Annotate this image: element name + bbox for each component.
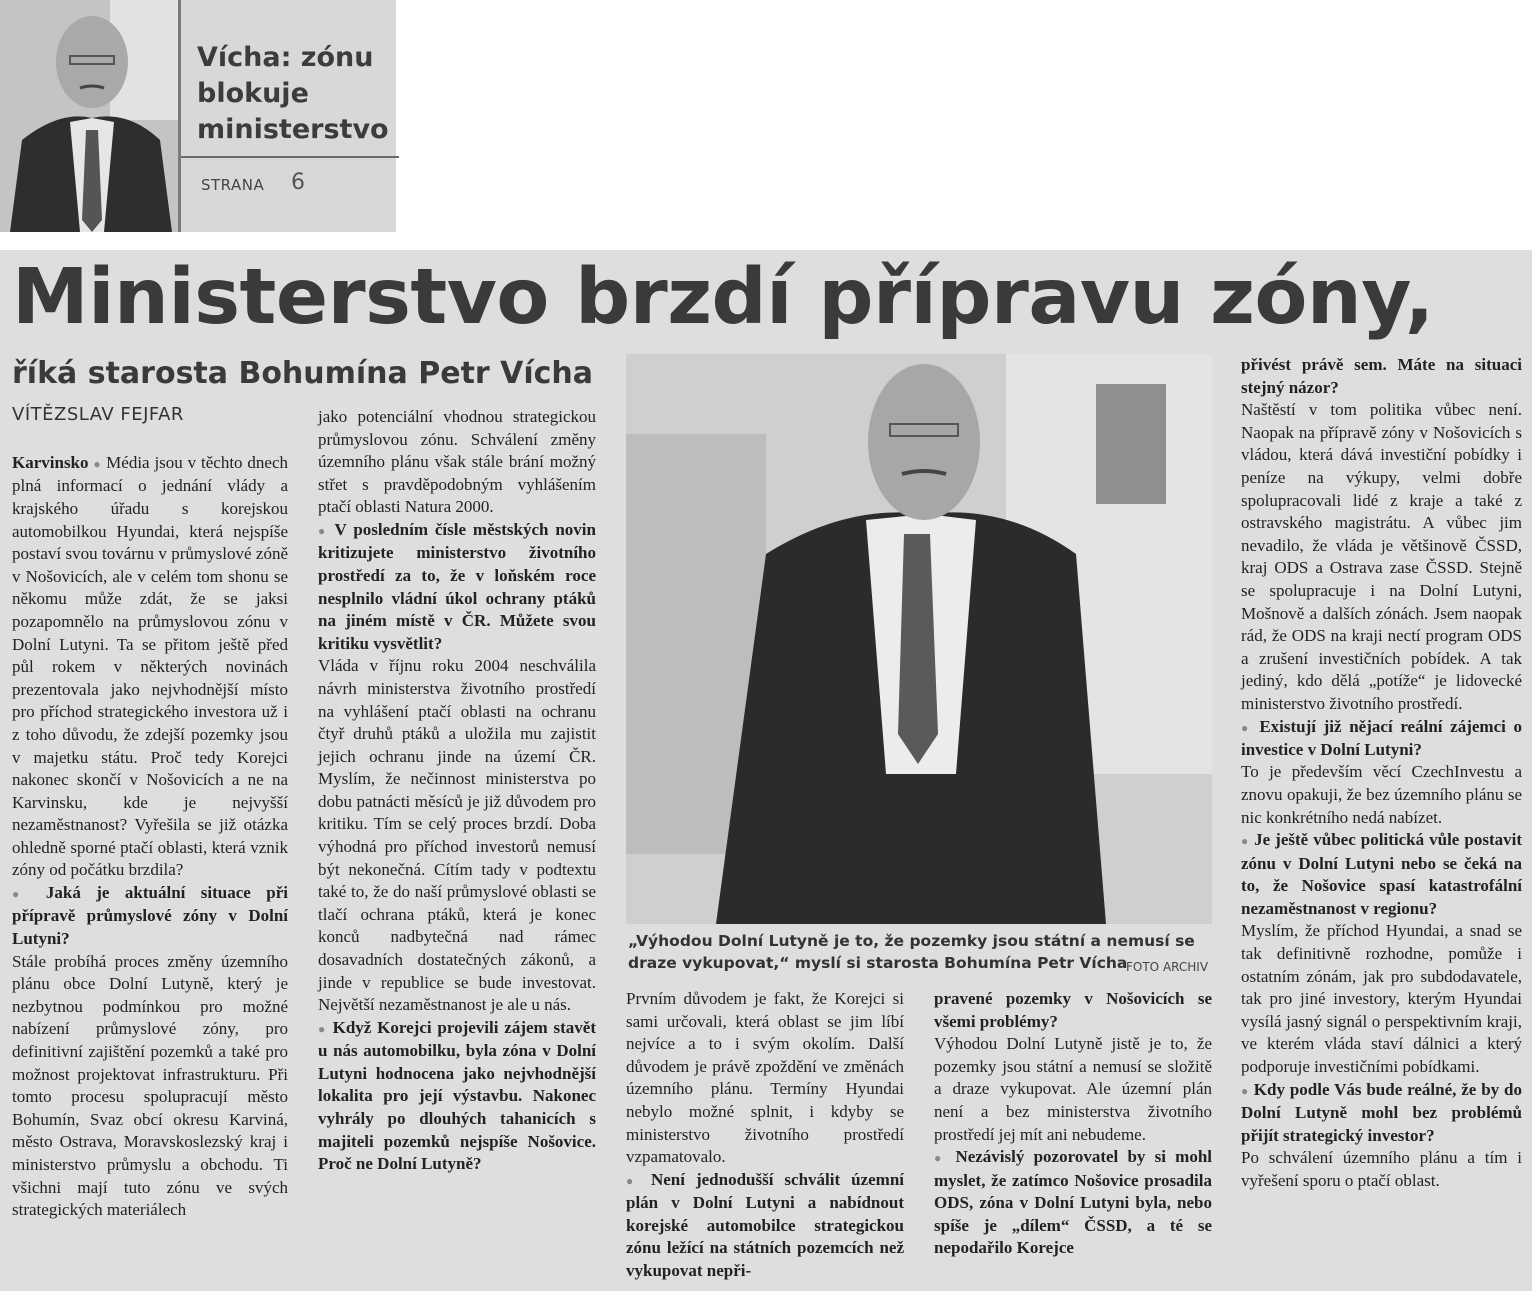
question-3-text: Když Korejci projevili zájem stavět u nás automobilku, byla zóna v Dolní Lutyni hodnocena jako nejvhodnější lokalita pro její výstavbu. Nakonec vyhrály po dlouhých tahanicích s majiteli pozemků nejspíše Nošovice. Proč ne Dolní Lutyně? (318, 1017, 596, 1174)
teaser-box (0, 0, 396, 232)
question-8-text: Kdy podle Vás bude reálné, že by do Dolní Lutyně mohl bez problémů přijít strategický investor? (1241, 1079, 1523, 1145)
column-4 (934, 988, 1212, 1260)
answer-3: Prvním důvodem je fakt, že Korejci si sami určovali, která oblast se jim líbí nejvíce a to i svým okolím. Další důvodem je právě zpoždění ve změnách územního plánu. Termíny Hyundai nebylo možné splnit, i kdyby se ministerstvo životního prostředí vzpamatovalo. (626, 989, 904, 1167)
photo-caption: „Výhodou Dolní Lutyně je to, že pozemky jsou státní a nemusí se draze vykupovat,“ myslí si starosta Bohumína Petr Vícha (628, 932, 1195, 972)
answer-1: Stále probíhá proces změny územního plánu obce Dolní Lutyně, který je nezbytnou podmínkou pro možné nabízení průmyslové zóny, pro definitivní zajištění pozemků a také pro možnost projektovat infrastrukturu. Při tomto procesu spolupracují město Bohumín, Svaz obcí okresu Karviná, město Ostrava, Moravskoslezský kraj i ministerstvo průmyslu a obchodu. Ti všichni mají tuto zónu ve svých strategických materiálech (12, 951, 288, 1220)
answer-7: Myslím, že příchod Hyundai, a snad se tak definitivně rozhodne, pomůže i ostatním zónám, jak pro subdodavatele, tak pro jiné investory, kterým Hyundai vysílá jasný signál o perspektivním kraji, ve kterém vláda staví dálnici a který podporuje investičními pobídkami. (1241, 921, 1522, 1076)
column-1 (12, 452, 288, 1222)
question-7-text: Je ještě vůbec politická vůle postavit zónu v Dolní Lutyni nebo se čeká na to, že Nošovice spasí katastrofální nezaměstnanost v regionu? (1241, 830, 1523, 918)
bullet-icon: ● (1241, 720, 1252, 735)
teaser-page-label: STRANA (201, 176, 265, 194)
bullet-icon: ● (12, 886, 31, 901)
column-3 (626, 988, 904, 1283)
lead-paragraph (12, 452, 288, 882)
bullet-icon: ● (1241, 834, 1250, 849)
question-6-text: Existují již nějací reální zájemci o investice v Dolní Lutyni? (1241, 716, 1522, 759)
bullet-icon: ● (1241, 1083, 1249, 1098)
column-2-text: jako potenciální vhodnou strategickou průmyslovou zónu. Schválení změny územního plánu však stále brání možný střet s pravděpodobným vyhlášením ptačí oblasti Natura 2000. (318, 407, 596, 517)
answer-6: To je především věcí CzechInvestu a znovu opakuji, že bez územního plánu se nic konkrétního nedá nabízet. (1241, 762, 1522, 827)
question-7 (1241, 829, 1522, 920)
teaser-title[interactable]: Vícha: zónu blokuje ministerstvo (197, 42, 389, 145)
answer-5: Naštěstí v tom politika vůbec není. Naopak na přípravě zóny v Nošovicích s vládou, která dává investiční pobídky i peníze na výkupy, velmi dobře spolupracovali lidé z kraje a také z ostravského magistrátu. A vůbec jim nevadilo, že vláda je většinově ČSSD, kraj ODS a Ostrava zase ČSSD. Stejně se spolupracuje i na Dolní Lutyni, Mošnově a dalších zónách. Jsem naopak rád, že ODS na kraji nectí program ODS a zrušení investičních pobídek. A tak jediný, kdo dělá „potíže“ je lidovecké ministerstvo životního prostředí. (1241, 400, 1522, 713)
answer-2: Vláda v říjnu roku 2004 neschválila návrh ministerstva životního prostředí na vyhlášení ptačí oblasti na ochranu čtyř druhů ptáků a uložila mu zajistit jejich ochranu jinde na území ČR. Myslím, že nečinnost ministerstva po dobu patnácti měsíců je již důvodem pro kritiku. Tím se celý proces brzdí. Doba výhodná pro příchod investorů nemusí být nekonečná. Cítím tady v podtextu také to, že do naší průmyslové oblasti se tlačí ochrana ptáků, která je konec konců nadbytečná nad rámec dosavadních dostatečných zákonů, a jinde v republice se bude investovat. Největší nezaměstnanost je ale u nás. (318, 656, 596, 1015)
subheadline: říká starosta Bohumína Petr Vícha (12, 356, 594, 391)
question-5-text: Nezávislý pozorovatel by si mohl myslet, že zatímco Nošovice prosadila ODS, zóna v Dolní Lutyni byla, nebo spíše je „dílem“ ČSSD, a té se nepodařilo Korejce (934, 1147, 1213, 1258)
question-4 (626, 1169, 904, 1283)
teaser-text-panel (178, 0, 396, 232)
photo-credit: FOTO ARCHIV (1126, 960, 1209, 974)
answer-8: Po schválení územního plánu a tím i vyřešení sporu o ptačí oblast. (1241, 1148, 1522, 1190)
question-3 (318, 1017, 596, 1176)
byline: VÍTĚZSLAV FEJFAR (12, 404, 184, 425)
article (0, 250, 1532, 1291)
column-5 (1241, 354, 1522, 1192)
bullet-icon: ● (626, 1173, 640, 1188)
bullet-icon: ● (93, 456, 102, 471)
lead-text: Média jsou v těchto dnech plná informací o jednání vlády a krajského úřadu s korejskou automobilkou Hyundai, která nejspíše postaví svou továrnu v průmyslové zóně v Nošovicích, ale v celém tom shonu se někomu může zdát, že se jaksi pozapomnělo na průmyslovou zónu v Dolní Lutyni. Ta se přitom ještě před půl rokem v některých novinách prezentovala jako nejvhodnější místo pro příchod strategického investora už i z toho důvodu, že zdejší pozemky jsou v majetku státu. Proč tedy Korejci nakonec skončí v Nošovicích a ne na Karvinsku, kde je nejvyšší nezaměstnanost? Vyřešila se již otázka ohledně sporné ptačí oblasti, která vznik zóny od počátku brzdila? (12, 453, 289, 880)
bullet-icon: ● (934, 1150, 947, 1165)
question-2-text: V posledním čísle městských novin kritizujete ministerstvo životního prostředí za to, že v loňském roce nesplnilo vládní úkol ochrany ptáků na jiném místě v ČR. Můžete svou kritiku vysvětlit? (318, 519, 596, 653)
bullet-icon: ● (318, 1021, 327, 1036)
portrait-illustration (626, 354, 1212, 924)
question-6 (1241, 716, 1522, 762)
question-1-text: Jaká je aktuální situace při přípravě průmyslové zóny v Dolní Lutyni? (12, 883, 289, 949)
question-1 (12, 882, 288, 951)
article-photo (626, 354, 1212, 924)
bullet-icon: ● (318, 523, 328, 538)
question-5-continued: přivést právě sem. Máte na situaci stejný názor? (1241, 355, 1522, 397)
teaser-portrait-photo (0, 0, 178, 232)
column-2 (318, 406, 596, 1176)
question-4-text: Není jednodušší schválit územní plán v Dolní Lutyni a nabídnout korejské automobilce strategickou zónu ležící na státních pozemcích než vykupovat nepři- (626, 1169, 904, 1280)
question-4-continued: pravené pozemky v Nošovicích se všemi problémy? (934, 989, 1212, 1031)
teaser-page-number[interactable]: 6 (291, 170, 305, 195)
headline: Ministerstvo brzdí přípravu zóny, (12, 253, 1434, 342)
question-8 (1241, 1079, 1522, 1148)
answer-4: Výhodou Dolní Lutyně jistě je to, že pozemky jsou státní a nemusí se složitě a draze vykupovat. Ale územní plán není a bez ministerstva životního prostředí jej mít ani nebudeme. (934, 1034, 1212, 1144)
question-2 (318, 519, 596, 655)
dateline: Karvinsko (12, 453, 89, 472)
question-5 (934, 1146, 1212, 1260)
teaser-divider (181, 156, 399, 158)
portrait-illustration (0, 0, 178, 232)
